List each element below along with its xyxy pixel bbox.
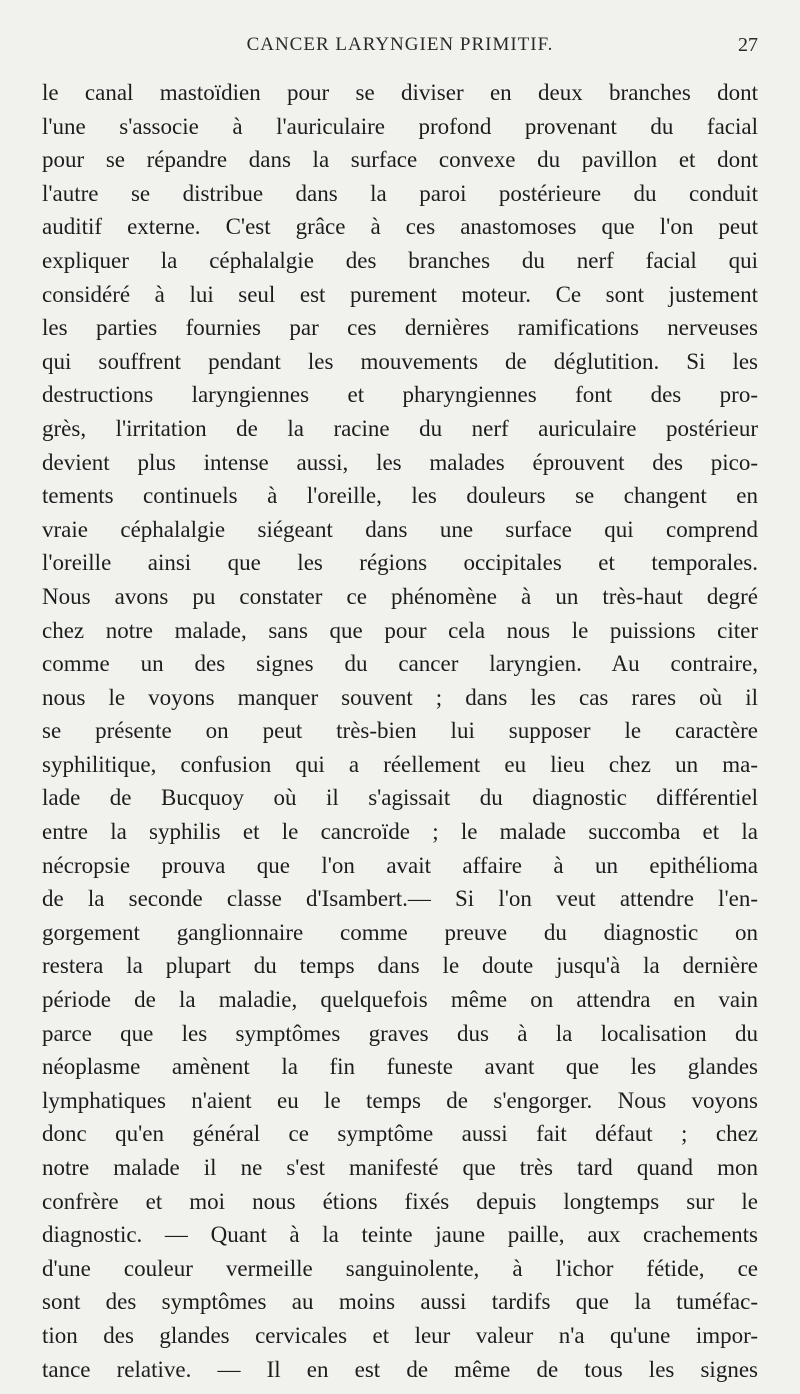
running-head (42, 34, 758, 62)
text-line: gorgement ganglionnaire comme preuve du diagnostic on (42, 919, 758, 945)
text-line: l'oreille ainsi que les régions occipitales et temporales. (42, 550, 758, 576)
body-text (42, 76, 758, 1382)
text-line: de la seconde classe d'Isambert.— Si l'on veut attendre l'en- (42, 886, 758, 912)
text-line: diagnostic. — Quant à la teinte jaune paille, aux crachements (42, 1222, 758, 1248)
text-line: notre malade il ne s'est manifesté que très tard quand mon (42, 1155, 758, 1180)
text-line: période de la maladie, quelquefois même on attendra en vain (42, 987, 758, 1013)
text-line: nécropsie prouva que l'on avait affaire à un epithélioma (42, 852, 758, 878)
text-line: qui souffrent pendant les mouvements de déglutition. Si les (42, 348, 758, 374)
text-line: néoplasme amènent la fin funeste avant que les glandes (42, 1054, 758, 1080)
text-line: comme un des signes du cancer laryngien. Au contraire, (42, 651, 758, 677)
text-line: l'une s'associe à l'auriculaire profond provenant du facial (42, 113, 758, 139)
text-line: chez notre malade, sans que pour cela nous le puissions citer (42, 617, 758, 643)
text-line: pour se répandre dans la surface convexe du pavillon et dont (42, 147, 758, 173)
text-line: considéré à lui seul est purement moteur. Ce sont justement (42, 281, 758, 307)
text-line: se présente on peut très-bien lui supposer le caractère (42, 718, 758, 744)
text-line: sont des symptômes au moins aussi tardifs que la tuméfac- (42, 1289, 758, 1315)
text-line: tance relative. — Il en est de même de tous les signes (42, 1356, 758, 1382)
text-line: Nous avons pu constater ce phénomène à un très-haut degré (42, 583, 758, 609)
text-line: devient plus intense aussi, les malades éprouvent des pico- (42, 449, 758, 475)
text-line: auditif externe. C'est grâce à ces anastomoses que l'on peut (42, 214, 758, 240)
text-line: entre la syphilis et le cancroïde ; le malade succomba et la (42, 819, 758, 845)
running-title: CANCER LARYNGIEN PRIMITIF. (246, 34, 554, 55)
text-line: destructions laryngiennes et pharyngiennes font des pro- (42, 382, 758, 408)
text-line: l'autre se distribue dans la paroi postérieure du conduit (42, 180, 758, 206)
text-line: donc qu'en général ce symptôme aussi fait défaut ; chez (42, 1121, 758, 1147)
text-line: le canal mastoïdien pour se diviser en deux branches dont (42, 80, 758, 105)
text-line: tements continuels à l'oreille, les douleurs se changent en (42, 483, 758, 509)
page-number: 27 (738, 34, 758, 56)
text-line: lymphatiques n'aient eu le temps de s'engorger. Nous voyons (42, 1087, 758, 1113)
text-line: confrère et moi nous étions fixés depuis longtemps sur le (42, 1188, 758, 1214)
text-line: expliquer la céphalalgie des branches du nerf facial qui (42, 247, 758, 273)
text-line: syphilitique, confusion qui a réellement eu lieu chez un ma- (42, 751, 758, 777)
text-line: parce que les symptômes graves dus à la localisation du (42, 1020, 758, 1046)
text-line: vraie céphalalgie siégeant dans une surface qui comprend (42, 516, 758, 542)
text-line: tion des glandes cervicales et leur valeur n'a qu'une impor- (42, 1322, 758, 1348)
text-line: grès, l'irritation de la racine du nerf auriculaire postérieur (42, 415, 758, 441)
text-line: restera la plupart du temps dans le doute jusqu'à la dernière (42, 953, 758, 979)
text-line: lade de Bucquoy où il s'agissait du diagnostic différentiel (42, 785, 758, 811)
text-line: d'une couleur vermeille sanguinolente, à l'ichor fétide, ce (42, 1255, 758, 1281)
text-line: les parties fournies par ces dernières ramifications nerveuses (42, 315, 758, 341)
text-line: nous le voyons manquer souvent ; dans les cas rares où il (42, 684, 758, 710)
